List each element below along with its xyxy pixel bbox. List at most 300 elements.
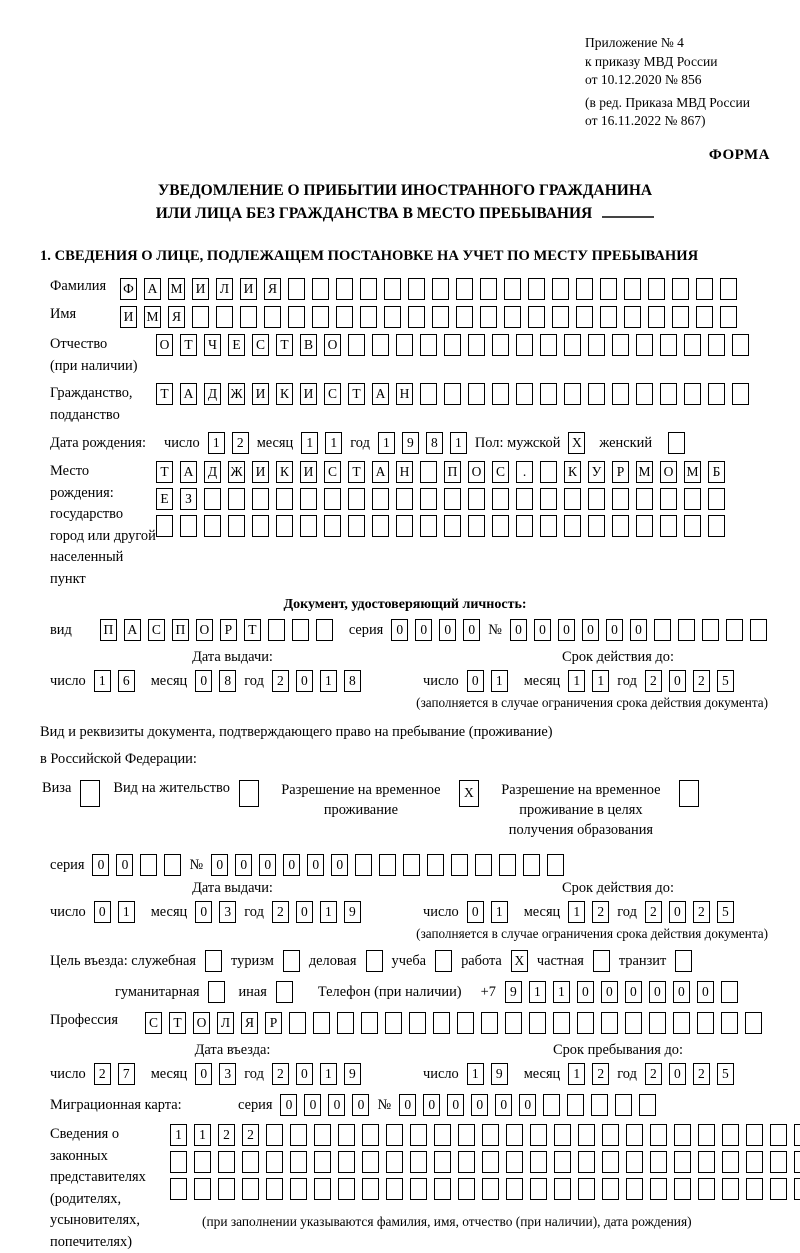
char-cell[interactable]: [264, 306, 281, 328]
char-cell[interactable]: [746, 1178, 763, 1200]
purpose-official-checkbox[interactable]: [205, 950, 222, 972]
char-cell[interactable]: Р: [612, 461, 629, 483]
char-cell[interactable]: 0: [697, 981, 714, 1003]
char-cell[interactable]: 0: [439, 619, 456, 641]
char-cell[interactable]: П: [100, 619, 117, 641]
visa-checkbox[interactable]: [80, 780, 100, 807]
char-cell[interactable]: [360, 306, 377, 328]
char-cell[interactable]: И: [120, 306, 137, 328]
char-cell[interactable]: М: [684, 461, 701, 483]
char-cell[interactable]: [324, 515, 341, 537]
char-cell[interactable]: Т: [169, 1012, 186, 1034]
char-cell[interactable]: [625, 1012, 642, 1034]
char-cell[interactable]: [386, 1124, 403, 1146]
char-cell[interactable]: 0: [195, 901, 212, 923]
char-cell[interactable]: 9: [344, 901, 361, 923]
char-cell[interactable]: [492, 515, 509, 537]
char-cell[interactable]: 8: [426, 432, 443, 454]
char-cell[interactable]: [384, 306, 401, 328]
char-cell[interactable]: 2: [232, 432, 249, 454]
char-cell[interactable]: 0: [399, 1094, 416, 1116]
char-cell[interactable]: [420, 334, 437, 356]
char-cell[interactable]: [650, 1151, 667, 1173]
char-cell[interactable]: [649, 1012, 666, 1034]
char-cell[interactable]: [314, 1124, 331, 1146]
char-cell[interactable]: [540, 488, 557, 510]
char-cell[interactable]: [732, 383, 749, 405]
char-cell[interactable]: [336, 278, 353, 300]
char-cell[interactable]: Н: [396, 461, 413, 483]
char-cell[interactable]: О: [156, 334, 173, 356]
char-cell[interactable]: [516, 383, 533, 405]
char-cell[interactable]: [504, 306, 521, 328]
char-cell[interactable]: [385, 1012, 402, 1034]
char-cell[interactable]: [444, 488, 461, 510]
char-cell[interactable]: Ж: [228, 461, 245, 483]
char-cell[interactable]: [577, 1012, 594, 1034]
char-cell[interactable]: Ч: [204, 334, 221, 356]
char-cell[interactable]: О: [193, 1012, 210, 1034]
char-cell[interactable]: 0: [606, 619, 623, 641]
char-cell[interactable]: [770, 1124, 787, 1146]
char-cell[interactable]: [218, 1178, 235, 1200]
char-cell[interactable]: 9: [402, 432, 419, 454]
char-cell[interactable]: [410, 1124, 427, 1146]
char-cell[interactable]: [372, 334, 389, 356]
char-cell[interactable]: [156, 515, 173, 537]
char-cell[interactable]: [348, 334, 365, 356]
char-cell[interactable]: [480, 306, 497, 328]
char-cell[interactable]: [612, 383, 629, 405]
char-cell[interactable]: [612, 488, 629, 510]
char-cell[interactable]: 7: [118, 1063, 135, 1085]
char-cell[interactable]: К: [276, 383, 293, 405]
char-cell[interactable]: О: [324, 334, 341, 356]
char-cell[interactable]: [290, 1151, 307, 1173]
char-cell[interactable]: [218, 1151, 235, 1173]
char-cell[interactable]: 1: [320, 1063, 337, 1085]
char-cell[interactable]: 0: [510, 619, 527, 641]
char-cell[interactable]: М: [636, 461, 653, 483]
char-cell[interactable]: [530, 1124, 547, 1146]
char-cell[interactable]: [720, 278, 737, 300]
char-cell[interactable]: 8: [344, 670, 361, 692]
char-cell[interactable]: [242, 1178, 259, 1200]
char-cell[interactable]: [529, 1012, 546, 1034]
char-cell[interactable]: Ф: [120, 278, 137, 300]
char-cell[interactable]: [396, 334, 413, 356]
char-cell[interactable]: 3: [219, 1063, 236, 1085]
char-cell[interactable]: К: [276, 461, 293, 483]
char-cell[interactable]: М: [168, 278, 185, 300]
purpose-transit-checkbox[interactable]: [675, 950, 692, 972]
char-cell[interactable]: [540, 383, 557, 405]
char-cell[interactable]: [588, 515, 605, 537]
char-cell[interactable]: [601, 1012, 618, 1034]
char-cell[interactable]: [615, 1094, 632, 1116]
char-cell[interactable]: А: [372, 461, 389, 483]
char-cell[interactable]: [434, 1151, 451, 1173]
char-cell[interactable]: К: [564, 461, 581, 483]
char-cell[interactable]: [684, 334, 701, 356]
char-cell[interactable]: 1: [592, 670, 609, 692]
char-cell[interactable]: [434, 1124, 451, 1146]
char-cell[interactable]: [636, 383, 653, 405]
char-cell[interactable]: 0: [669, 901, 686, 923]
char-cell[interactable]: [457, 1012, 474, 1034]
char-cell[interactable]: [312, 278, 329, 300]
char-cell[interactable]: [427, 854, 444, 876]
char-cell[interactable]: [540, 461, 557, 483]
char-cell[interactable]: 0: [331, 854, 348, 876]
char-cell[interactable]: [300, 515, 317, 537]
temp-residence-checkbox[interactable]: X: [459, 780, 479, 807]
char-cell[interactable]: [482, 1178, 499, 1200]
char-cell[interactable]: [242, 1151, 259, 1173]
char-cell[interactable]: 2: [645, 1063, 662, 1085]
char-cell[interactable]: [552, 278, 569, 300]
char-cell[interactable]: [770, 1178, 787, 1200]
char-cell[interactable]: [660, 383, 677, 405]
char-cell[interactable]: Т: [244, 619, 261, 641]
char-cell[interactable]: [650, 1124, 667, 1146]
char-cell[interactable]: [468, 488, 485, 510]
char-cell[interactable]: Л: [217, 1012, 234, 1034]
female-checkbox[interactable]: [668, 432, 685, 454]
char-cell[interactable]: П: [444, 461, 461, 483]
char-cell[interactable]: [721, 1012, 738, 1034]
char-cell[interactable]: М: [144, 306, 161, 328]
char-cell[interactable]: [403, 854, 420, 876]
char-cell[interactable]: [396, 488, 413, 510]
char-cell[interactable]: 1: [568, 1063, 585, 1085]
char-cell[interactable]: [499, 854, 516, 876]
char-cell[interactable]: .: [516, 461, 533, 483]
char-cell[interactable]: [602, 1178, 619, 1200]
char-cell[interactable]: [672, 278, 689, 300]
char-cell[interactable]: [338, 1178, 355, 1200]
char-cell[interactable]: [530, 1151, 547, 1173]
purpose-business-checkbox[interactable]: [366, 950, 383, 972]
char-cell[interactable]: [170, 1178, 187, 1200]
char-cell[interactable]: 1: [208, 432, 225, 454]
char-cell[interactable]: [684, 515, 701, 537]
char-cell[interactable]: [660, 334, 677, 356]
char-cell[interactable]: [434, 1178, 451, 1200]
char-cell[interactable]: [626, 1124, 643, 1146]
char-cell[interactable]: 0: [669, 670, 686, 692]
char-cell[interactable]: 1: [94, 670, 111, 692]
char-cell[interactable]: [794, 1178, 800, 1200]
char-cell[interactable]: [721, 981, 738, 1003]
char-cell[interactable]: [386, 1178, 403, 1200]
char-cell[interactable]: [420, 488, 437, 510]
char-cell[interactable]: [372, 488, 389, 510]
char-cell[interactable]: [456, 306, 473, 328]
char-cell[interactable]: О: [196, 619, 213, 641]
char-cell[interactable]: [228, 515, 245, 537]
char-cell[interactable]: 1: [450, 432, 467, 454]
char-cell[interactable]: [240, 306, 257, 328]
char-cell[interactable]: А: [372, 383, 389, 405]
char-cell[interactable]: 0: [280, 1094, 297, 1116]
char-cell[interactable]: [276, 515, 293, 537]
char-cell[interactable]: [564, 334, 581, 356]
char-cell[interactable]: 0: [447, 1094, 464, 1116]
char-cell[interactable]: [492, 488, 509, 510]
char-cell[interactable]: У: [588, 461, 605, 483]
char-cell[interactable]: 0: [467, 901, 484, 923]
char-cell[interactable]: [698, 1178, 715, 1200]
char-cell[interactable]: [794, 1151, 800, 1173]
char-cell[interactable]: [660, 515, 677, 537]
char-cell[interactable]: [420, 461, 437, 483]
char-cell[interactable]: [684, 383, 701, 405]
char-cell[interactable]: 0: [649, 981, 666, 1003]
residence-permit-checkbox[interactable]: [239, 780, 259, 807]
char-cell[interactable]: [726, 619, 743, 641]
char-cell[interactable]: [745, 1012, 762, 1034]
char-cell[interactable]: 2: [693, 901, 710, 923]
char-cell[interactable]: [564, 383, 581, 405]
char-cell[interactable]: [348, 515, 365, 537]
char-cell[interactable]: [696, 278, 713, 300]
char-cell[interactable]: 5: [717, 901, 734, 923]
char-cell[interactable]: [674, 1124, 691, 1146]
char-cell[interactable]: 3: [219, 901, 236, 923]
char-cell[interactable]: 2: [94, 1063, 111, 1085]
char-cell[interactable]: [276, 488, 293, 510]
char-cell[interactable]: [626, 1178, 643, 1200]
char-cell[interactable]: [194, 1178, 211, 1200]
char-cell[interactable]: [504, 278, 521, 300]
char-cell[interactable]: [216, 306, 233, 328]
char-cell[interactable]: [702, 619, 719, 641]
char-cell[interactable]: [289, 1012, 306, 1034]
char-cell[interactable]: [636, 488, 653, 510]
char-cell[interactable]: [492, 334, 509, 356]
char-cell[interactable]: 0: [235, 854, 252, 876]
char-cell[interactable]: [288, 306, 305, 328]
char-cell[interactable]: [480, 278, 497, 300]
char-cell[interactable]: [468, 383, 485, 405]
char-cell[interactable]: [164, 854, 181, 876]
char-cell[interactable]: [170, 1151, 187, 1173]
char-cell[interactable]: И: [192, 278, 209, 300]
char-cell[interactable]: 0: [116, 854, 133, 876]
char-cell[interactable]: 2: [272, 1063, 289, 1085]
char-cell[interactable]: 0: [415, 619, 432, 641]
char-cell[interactable]: [312, 306, 329, 328]
char-cell[interactable]: 0: [195, 1063, 212, 1085]
char-cell[interactable]: [588, 488, 605, 510]
char-cell[interactable]: [602, 1151, 619, 1173]
char-cell[interactable]: [458, 1124, 475, 1146]
char-cell[interactable]: [348, 488, 365, 510]
char-cell[interactable]: [674, 1178, 691, 1200]
char-cell[interactable]: [458, 1178, 475, 1200]
char-cell[interactable]: [288, 278, 305, 300]
char-cell[interactable]: 0: [471, 1094, 488, 1116]
char-cell[interactable]: 0: [669, 1063, 686, 1085]
char-cell[interactable]: [420, 383, 437, 405]
char-cell[interactable]: 0: [673, 981, 690, 1003]
char-cell[interactable]: [204, 488, 221, 510]
char-cell[interactable]: Т: [348, 383, 365, 405]
char-cell[interactable]: [409, 1012, 426, 1034]
char-cell[interactable]: 1: [378, 432, 395, 454]
char-cell[interactable]: [722, 1151, 739, 1173]
char-cell[interactable]: [648, 278, 665, 300]
char-cell[interactable]: [567, 1094, 584, 1116]
char-cell[interactable]: [316, 619, 333, 641]
char-cell[interactable]: 0: [423, 1094, 440, 1116]
char-cell[interactable]: [552, 306, 569, 328]
char-cell[interactable]: [290, 1178, 307, 1200]
char-cell[interactable]: [540, 334, 557, 356]
char-cell[interactable]: [266, 1151, 283, 1173]
char-cell[interactable]: 0: [296, 1063, 313, 1085]
char-cell[interactable]: Т: [180, 334, 197, 356]
char-cell[interactable]: [458, 1151, 475, 1173]
char-cell[interactable]: 1: [568, 901, 585, 923]
char-cell[interactable]: [290, 1124, 307, 1146]
char-cell[interactable]: [336, 306, 353, 328]
purpose-tourism-checkbox[interactable]: [283, 950, 300, 972]
char-cell[interactable]: 1: [325, 432, 342, 454]
char-cell[interactable]: Т: [156, 461, 173, 483]
char-cell[interactable]: [794, 1124, 800, 1146]
char-cell[interactable]: А: [180, 461, 197, 483]
char-cell[interactable]: [410, 1151, 427, 1173]
char-cell[interactable]: 0: [307, 854, 324, 876]
char-cell[interactable]: С: [148, 619, 165, 641]
char-cell[interactable]: [543, 1094, 560, 1116]
char-cell[interactable]: 0: [352, 1094, 369, 1116]
char-cell[interactable]: [396, 515, 413, 537]
char-cell[interactable]: [482, 1151, 499, 1173]
char-cell[interactable]: [408, 278, 425, 300]
char-cell[interactable]: [746, 1124, 763, 1146]
char-cell[interactable]: 1: [320, 901, 337, 923]
char-cell[interactable]: [624, 278, 641, 300]
char-cell[interactable]: С: [252, 334, 269, 356]
char-cell[interactable]: [602, 1124, 619, 1146]
char-cell[interactable]: С: [145, 1012, 162, 1034]
char-cell[interactable]: [362, 1151, 379, 1173]
char-cell[interactable]: [268, 619, 285, 641]
char-cell[interactable]: [379, 854, 396, 876]
char-cell[interactable]: 0: [534, 619, 551, 641]
char-cell[interactable]: 1: [491, 670, 508, 692]
char-cell[interactable]: [654, 619, 671, 641]
char-cell[interactable]: [578, 1151, 595, 1173]
char-cell[interactable]: 5: [717, 1063, 734, 1085]
char-cell[interactable]: [612, 334, 629, 356]
char-cell[interactable]: 0: [296, 670, 313, 692]
char-cell[interactable]: [408, 306, 425, 328]
char-cell[interactable]: [746, 1151, 763, 1173]
purpose-work-checkbox[interactable]: X: [511, 950, 528, 972]
char-cell[interactable]: [314, 1178, 331, 1200]
char-cell[interactable]: 0: [259, 854, 276, 876]
char-cell[interactable]: В: [300, 334, 317, 356]
purpose-study-checkbox[interactable]: [435, 950, 452, 972]
char-cell[interactable]: [588, 334, 605, 356]
char-cell[interactable]: З: [180, 488, 197, 510]
purpose-humanitarian-checkbox[interactable]: [208, 981, 225, 1003]
char-cell[interactable]: [523, 854, 540, 876]
char-cell[interactable]: 8: [219, 670, 236, 692]
char-cell[interactable]: [204, 515, 221, 537]
char-cell[interactable]: [636, 515, 653, 537]
char-cell[interactable]: [252, 515, 269, 537]
char-cell[interactable]: [698, 1124, 715, 1146]
purpose-other-checkbox[interactable]: [276, 981, 293, 1003]
char-cell[interactable]: 0: [283, 854, 300, 876]
char-cell[interactable]: [516, 488, 533, 510]
char-cell[interactable]: [708, 515, 725, 537]
char-cell[interactable]: О: [660, 461, 677, 483]
char-cell[interactable]: [722, 1124, 739, 1146]
char-cell[interactable]: С: [324, 461, 341, 483]
char-cell[interactable]: Б: [708, 461, 725, 483]
char-cell[interactable]: [180, 515, 197, 537]
char-cell[interactable]: [433, 1012, 450, 1034]
char-cell[interactable]: 2: [645, 670, 662, 692]
char-cell[interactable]: 1: [194, 1124, 211, 1146]
char-cell[interactable]: [338, 1124, 355, 1146]
char-cell[interactable]: 0: [467, 670, 484, 692]
char-cell[interactable]: Л: [216, 278, 233, 300]
char-cell[interactable]: [300, 488, 317, 510]
char-cell[interactable]: 1: [301, 432, 318, 454]
char-cell[interactable]: О: [468, 461, 485, 483]
char-cell[interactable]: [266, 1124, 283, 1146]
char-cell[interactable]: 1: [170, 1124, 187, 1146]
char-cell[interactable]: 2: [272, 670, 289, 692]
male-checkbox[interactable]: X: [568, 432, 585, 454]
char-cell[interactable]: [266, 1178, 283, 1200]
char-cell[interactable]: 0: [630, 619, 647, 641]
char-cell[interactable]: Я: [241, 1012, 258, 1034]
char-cell[interactable]: И: [300, 461, 317, 483]
char-cell[interactable]: [636, 334, 653, 356]
char-cell[interactable]: [576, 306, 593, 328]
char-cell[interactable]: [674, 1151, 691, 1173]
char-cell[interactable]: [516, 334, 533, 356]
char-cell[interactable]: 2: [645, 901, 662, 923]
char-cell[interactable]: [355, 854, 372, 876]
char-cell[interactable]: 1: [491, 901, 508, 923]
char-cell[interactable]: [362, 1178, 379, 1200]
char-cell[interactable]: [673, 1012, 690, 1034]
char-cell[interactable]: 0: [625, 981, 642, 1003]
char-cell[interactable]: 2: [218, 1124, 235, 1146]
char-cell[interactable]: [696, 306, 713, 328]
char-cell[interactable]: [530, 1178, 547, 1200]
char-cell[interactable]: 0: [211, 854, 228, 876]
char-cell[interactable]: 1: [118, 901, 135, 923]
char-cell[interactable]: [708, 383, 725, 405]
char-cell[interactable]: [564, 515, 581, 537]
char-cell[interactable]: Я: [168, 306, 185, 328]
char-cell[interactable]: [578, 1124, 595, 1146]
char-cell[interactable]: 0: [328, 1094, 345, 1116]
char-cell[interactable]: [626, 1151, 643, 1173]
char-cell[interactable]: [588, 383, 605, 405]
char-cell[interactable]: 0: [296, 901, 313, 923]
